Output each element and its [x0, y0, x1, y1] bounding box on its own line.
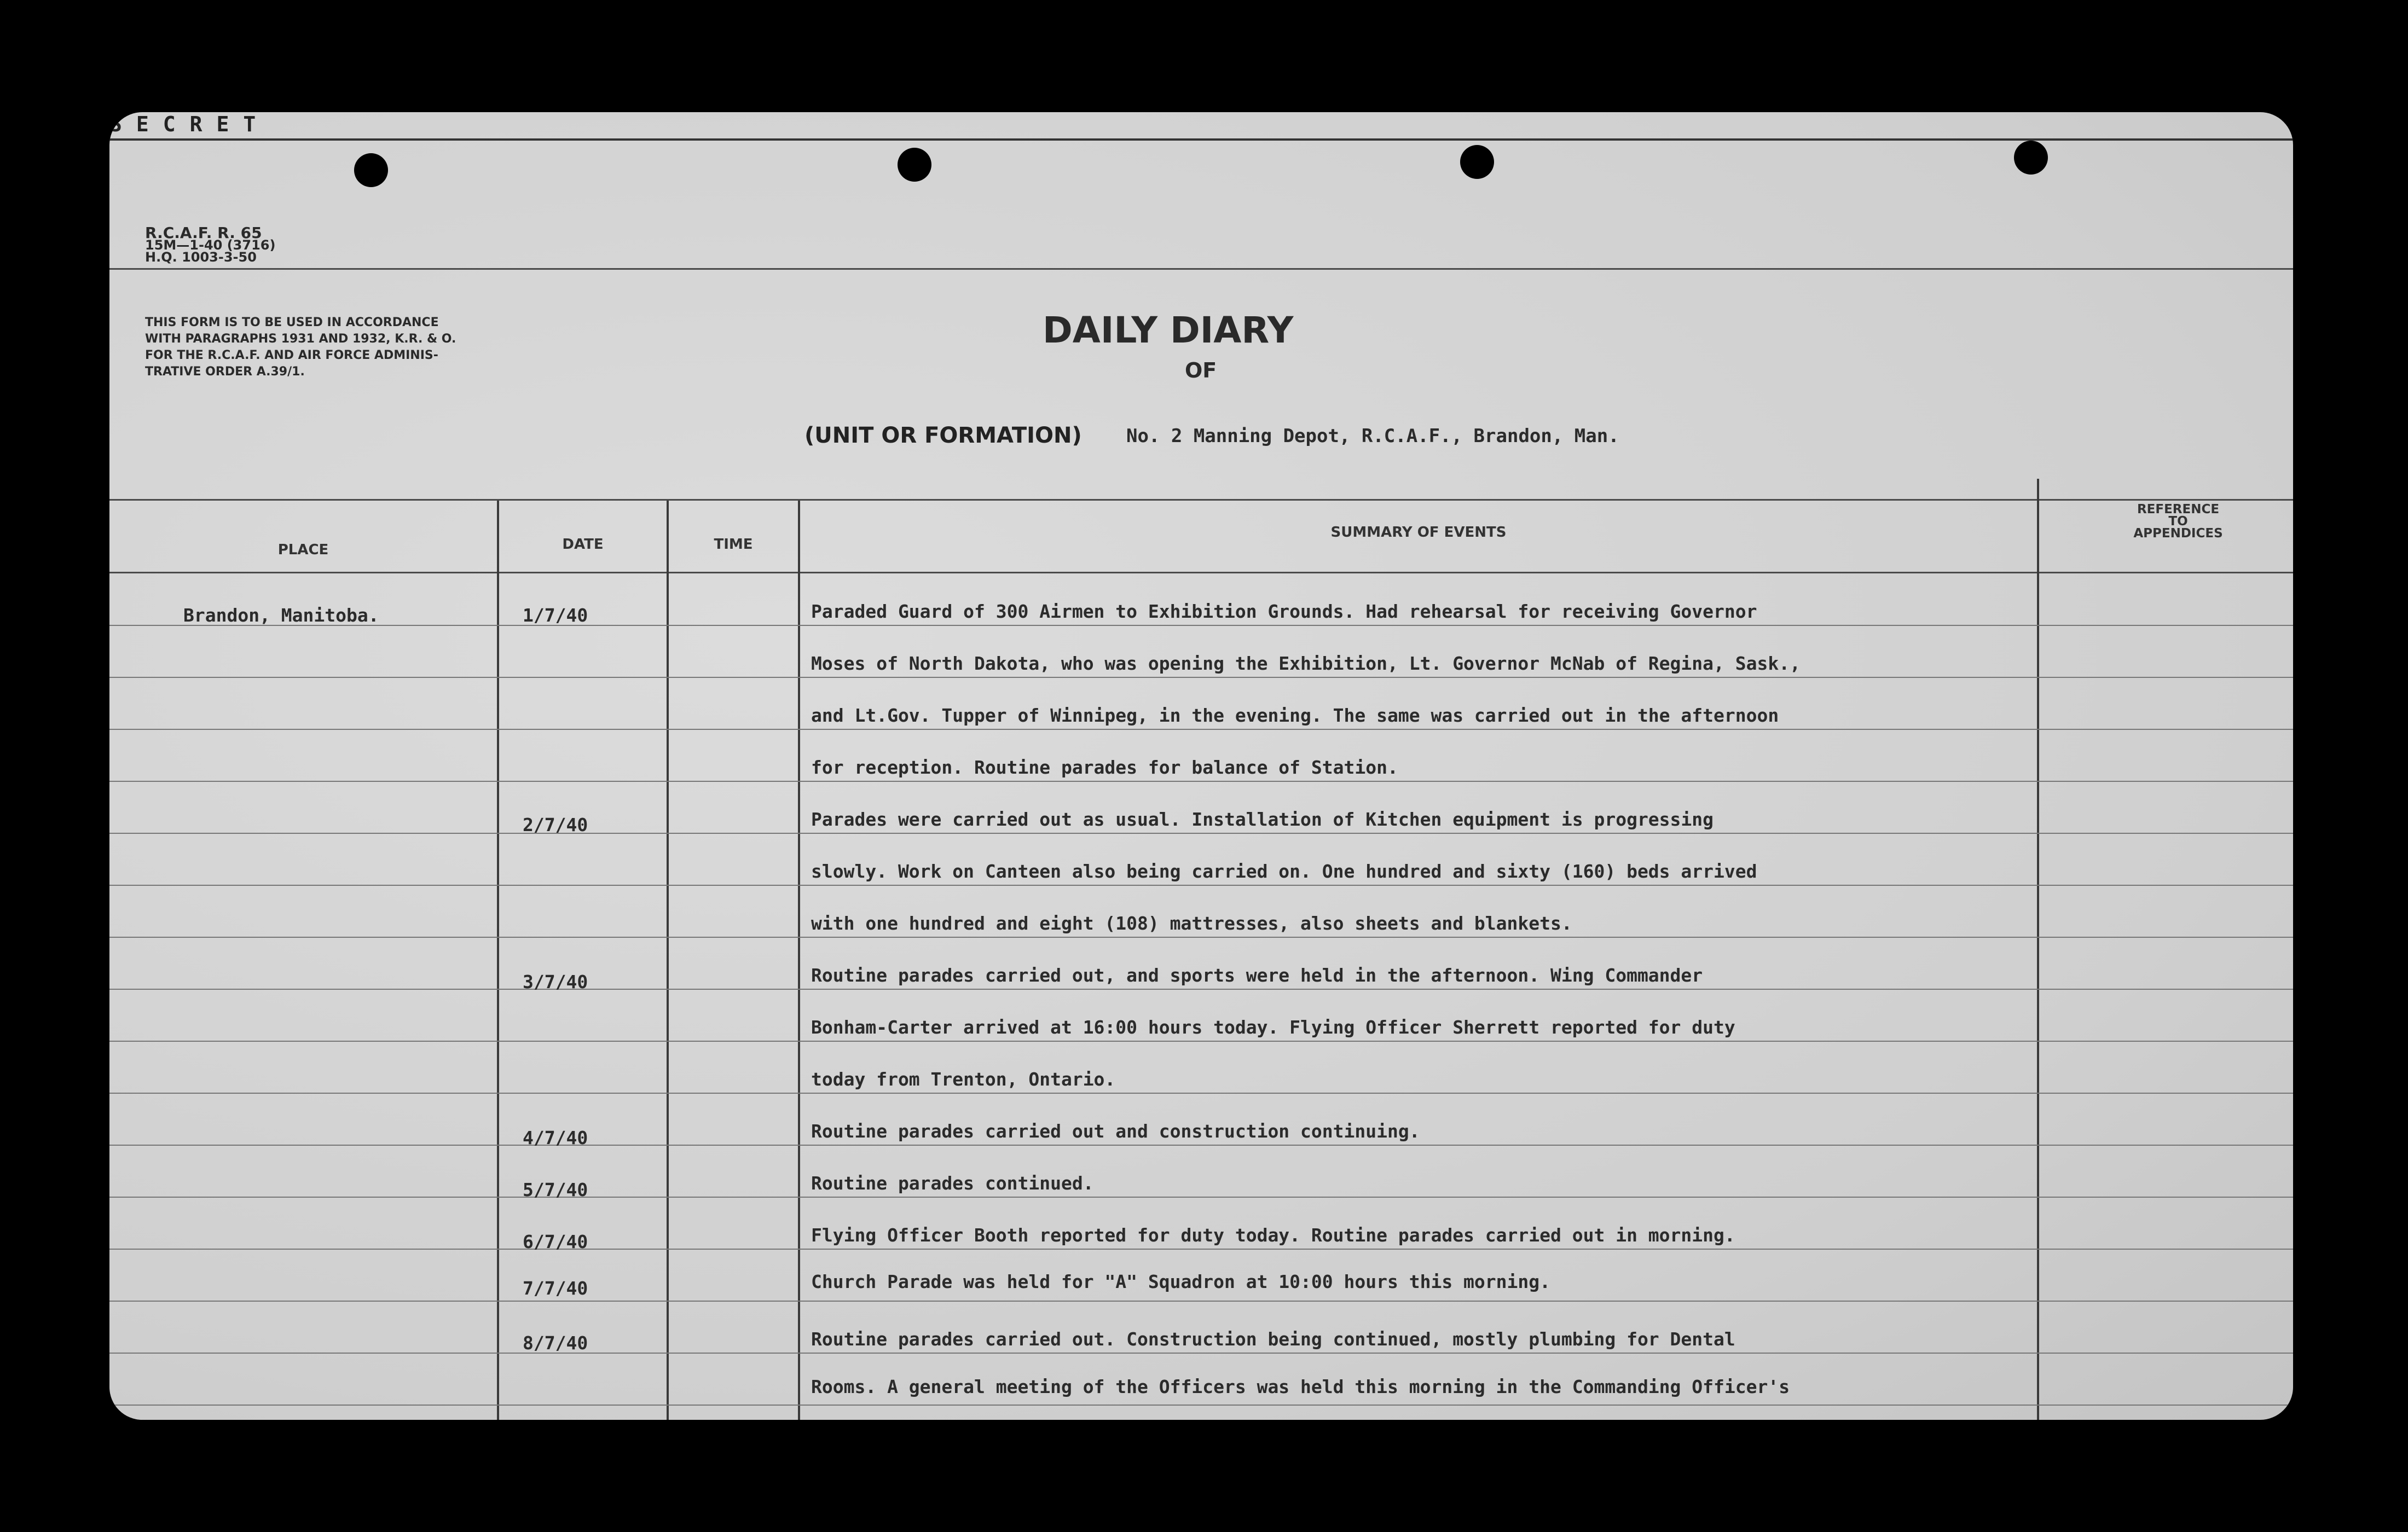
summary-line: with one hundred and eight (108) mattresses, also sheets and blankets. [811, 913, 1572, 934]
ruled-line [109, 729, 2293, 730]
summary-line: Moses of North Dakota, who was opening the Exhibition, Lt. Governor McNab of Regina, Sask., [811, 653, 1801, 674]
column-header-time: TIME [714, 536, 753, 553]
ruled-line [109, 1041, 2293, 1042]
summary-line: Paraded Guard of 300 Airmen to Exhibition Grounds. Had rehearsal for receiving Governor [811, 601, 1757, 622]
unit-value: No. 2 Manning Depot, R.C.A.F., Brandon, Man. [1126, 425, 1619, 447]
column-divider [497, 501, 499, 1420]
summary-line: Rooms. A general meeting of the Officers was held this morning in the Commanding Officer's [811, 1376, 1790, 1397]
instruction-line: FOR THE R.C.A.F. AND AIR FORCE ADMINIS- [145, 349, 438, 362]
summary-line: Routine parades carried out, and sports were held in the afternoon. Wing Commander [811, 965, 1703, 986]
ruled-line [109, 1249, 2293, 1250]
ruled-line [109, 1197, 2293, 1198]
summary-line: Bonham-Carter arrived at 16:00 hours today. Flying Officer Sherrett reported for duty [811, 1017, 1735, 1038]
summary-line: Flying Officer Booth reported for duty today. Routine parades carried out in morning. [811, 1225, 1735, 1246]
ruled-line [109, 833, 2293, 834]
summary-line: Church Parade was held for "A" Squadron at 10:00 hours this morning. [811, 1271, 1551, 1292]
column-divider [667, 501, 669, 1420]
ruled-line [109, 781, 2293, 782]
summary-line: Routine parades continued. [811, 1173, 1094, 1194]
date-entry: 6/7/40 [523, 1231, 588, 1252]
unit-label: (UNIT OR FORMATION) [804, 423, 1082, 448]
header-rule [109, 268, 2293, 270]
place-entry: Brandon, Manitoba. [183, 605, 379, 626]
page-title: DAILY DIARY [1043, 309, 1294, 351]
table-header-rule [109, 572, 2293, 573]
diary-sheet [109, 112, 2293, 1420]
form-instructions [145, 315, 561, 380]
summary-line: Routine parades carried out. Construction being continued, mostly plumbing for Dental [811, 1328, 1735, 1350]
summary-line: and Lt.Gov. Tupper of Winnipeg, in the evening. The same was carried out in the afternoon [811, 705, 1779, 726]
punch-hole [898, 148, 931, 182]
punch-hole [354, 153, 388, 187]
summary-line: Parades were carried out as usual. Installation of Kitchen equipment is progressing [811, 809, 1714, 830]
punch-hole [2014, 141, 2048, 175]
column-header-summary: SUMMARY OF EVENTS [1330, 524, 1507, 541]
reference-header-line: TO [2168, 514, 2188, 529]
date-entry: 1/7/40 [523, 605, 588, 626]
date-entry: 2/7/40 [523, 814, 588, 835]
form-number-line: H.Q. 1003-3-50 [145, 249, 257, 265]
instruction-line: TRATIVE ORDER A.39/1. [145, 365, 305, 379]
reference-header-line: APPENDICES [2133, 526, 2223, 541]
ruled-line [109, 677, 2293, 678]
column-divider [2037, 479, 2039, 1420]
punch-hole [1460, 145, 1494, 179]
summary-line: today from Trenton, Ontario. [811, 1069, 1116, 1090]
table-top-rule [109, 499, 2293, 501]
ruled-line [109, 625, 2293, 626]
summary-line: Routine parades carried out and construction continuing. [811, 1121, 1420, 1142]
form-number-line: 15M—1-40 (3716) [145, 237, 276, 253]
ruled-line [109, 1093, 2293, 1094]
column-header-place: PLACE [277, 542, 329, 558]
ruled-line [109, 1301, 2293, 1302]
date-entry: 4/7/40 [523, 1127, 588, 1148]
date-entry: 5/7/40 [523, 1179, 588, 1200]
form-number [145, 224, 276, 265]
reference-header-line: REFERENCE [2137, 502, 2220, 517]
column-divider [798, 501, 800, 1420]
classification-stamp: SECRET [109, 112, 2293, 141]
ruled-line [109, 1145, 2293, 1146]
column-header-reference [2107, 503, 2249, 539]
ruled-line [109, 937, 2293, 938]
instruction-line: WITH PARAGRAPHS 1931 AND 1932, K.R. & O. [145, 332, 456, 346]
ruled-line [109, 1405, 2293, 1406]
ruled-line [109, 885, 2293, 886]
ruled-line [109, 1353, 2293, 1354]
date-entry: 8/7/40 [523, 1332, 588, 1354]
date-entry: 7/7/40 [523, 1278, 588, 1299]
column-header-date: DATE [562, 536, 604, 553]
form-number-line: R.C.A.F. R. 65 [145, 224, 262, 242]
summary-line: for reception. Routine parades for balance of Station. [811, 757, 1398, 778]
ruled-line [109, 989, 2293, 990]
title-of: OF [1185, 358, 1217, 382]
instruction-line: THIS FORM IS TO BE USED IN ACCORDANCE [145, 316, 439, 329]
date-entry: 3/7/40 [523, 971, 588, 993]
summary-line: slowly. Work on Canteen also being carried on. One hundred and sixty (160) beds arrived [811, 861, 1757, 882]
